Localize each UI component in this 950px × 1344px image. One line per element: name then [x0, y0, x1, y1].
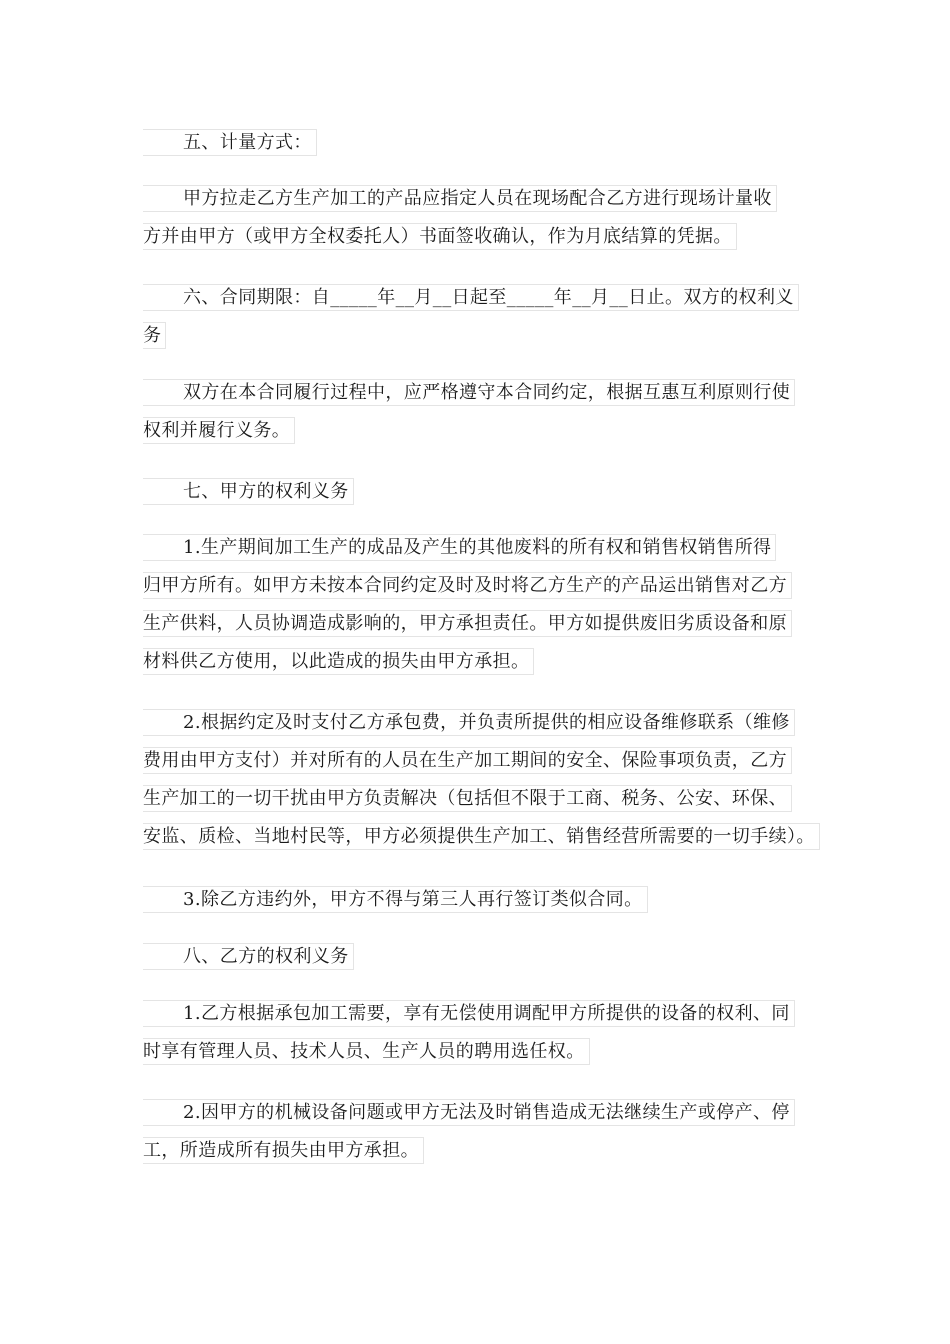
section-8-item-2: [143, 1093, 813, 1169]
paragraph-line: 2.因甲方的机械设备问题或甲方无法及时销售造成无法继续生产或停产、停: [143, 1093, 813, 1131]
section-7-item-3: [143, 880, 813, 918]
paragraph-line: 双方在本合同履行过程中，应严格遵守本合同约定，根据互惠互利原则行使: [143, 373, 813, 411]
paragraph-line: 安监、质检、当地村民等，甲方必须提供生产加工、销售经营所需要的一切手续）。: [143, 817, 813, 855]
paragraph-line: 1.乙方根据承包加工需要，享有无偿使用调配甲方所提供的设备的权利、同: [143, 994, 813, 1032]
paragraph-line: 1.生产期间加工生产的成品及产生的其他废料的所有权和销售权销售所得: [143, 528, 813, 566]
paragraph-line: 3.除乙方违约外，甲方不得与第三人再行签订类似合同。: [143, 880, 813, 918]
section-6-body: [143, 373, 813, 449]
paragraph-line: 归甲方所有。如甲方未按本合同约定及时及时将乙方生产的产品运出销售对乙方: [143, 566, 813, 604]
paragraph-line: 务: [143, 316, 813, 354]
paragraph-line: 八、乙方的权利义务: [143, 937, 813, 975]
paragraph-line: 2.根据约定及时支付乙方承包费，并负责所提供的相应设备维修联系（维修: [143, 703, 813, 741]
paragraph-line: 生产供料，人员协调造成影响的，甲方承担责任。甲方如提供废旧劣质设备和原: [143, 604, 813, 642]
paragraph-line: 五、计量方式：: [143, 123, 813, 161]
paragraph-line: 甲方拉走乙方生产加工的产品应指定人员在现场配合乙方进行现场计量收: [143, 179, 813, 217]
section-5-heading: [143, 123, 813, 161]
paragraph-line: 生产加工的一切干扰由甲方负责解决（包括但不限于工商、税务、公安、环保、: [143, 779, 813, 817]
section-8-item-1: [143, 994, 813, 1070]
section-7-item-2: [143, 703, 813, 855]
paragraph-line: 七、甲方的权利义务: [143, 472, 813, 510]
section-5-body: [143, 179, 813, 255]
section-7-heading: [143, 472, 813, 510]
paragraph-line: 方并由甲方（或甲方全权委托人）书面签收确认，作为月底结算的凭据。: [143, 217, 813, 255]
paragraph-line: 工，所造成所有损失由甲方承担。: [143, 1131, 813, 1169]
paragraph-line: 材料供乙方使用，以此造成的损失由甲方承担。: [143, 642, 813, 680]
section-6-heading: [143, 278, 813, 354]
paragraph-line: 权利并履行义务。: [143, 411, 813, 449]
section-8-heading: [143, 937, 813, 975]
paragraph-line: 六、合同期限：自_____年__月__日起至_____年__月__日止。双方的权利义: [143, 278, 813, 316]
section-7-item-1: [143, 528, 813, 680]
paragraph-line: 费用由甲方支付）并对所有的人员在生产加工期间的安全、保险事项负责，乙方: [143, 741, 813, 779]
paragraph-line: 时享有管理人员、技术人员、生产人员的聘用选任权。: [143, 1032, 813, 1070]
